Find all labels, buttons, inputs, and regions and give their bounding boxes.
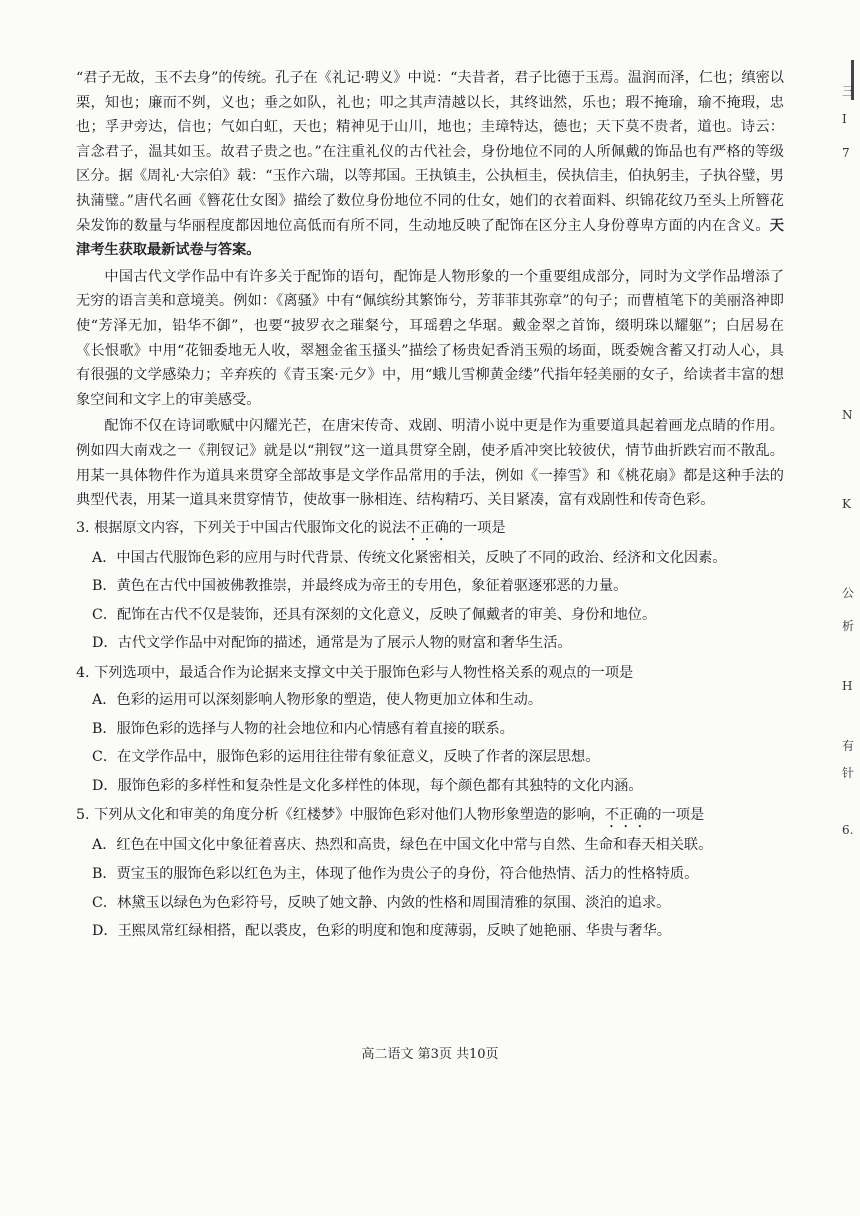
edge-fragment: K (842, 497, 851, 511)
passage-paragraph-2: 中国古代文学作品中有许多关于配饰的语句，配饰是人物形象的一个重要组成部分，同时为文学作品增添了无穷的语言美和意境美。例如：《离骚》中有“佩缤纷其繁饰兮，芳菲菲其弥章”的句子；而曹植笔下的美丽洛神即使“芳泽无加，铅华不御”，也要“披罗衣之璀粲兮，耳瑶碧之华琚。戴金翠之首饰，缀明珠以耀躯”；白居易在《长恨歌》中用“花钿委地无人收，翠翘金雀玉搔头”描绘了杨贵妃香消玉殒的场面，既委婉含蓄又打动人心，具有很强的文学感染力；辛弃疾的《青玉案·元夕》中，用“蛾儿雪柳黄金缕”代指年轻美丽的女子，给读者丰富的想象空间和文字上的审美感受。 (76, 268, 784, 408)
stem-text: 下列选项中，最适合作为论据来支撑文中关于服饰色彩与人物性格关系的观点的一项是 (94, 665, 634, 682)
edge-fragment: Ⅰ (842, 112, 847, 126)
option-a: A．红色在中国文化中象征着喜庆、热烈和高贵，绿色在中国文化中常与自然、生命和春天相关联。 (92, 837, 713, 854)
stem-emphasis: 不正确 (406, 519, 449, 536)
passage-paragraph-3: 配饰不仅在诗词歌赋中闪耀光芒，在唐宋传奇、戏剧、明清小说中更是作为重要道具起着画龙点睛的作用。例如四大南戏之一《荆钗记》就是以“荆钗”这一道具贯穿全剧，使矛盾冲突比较彼伏，情节曲折跌宕而不散乱。用某一具体物件作为道具来贯穿全部故事是文学作品常用的手法，例如《一捧雪》和《桃花扇》都是这种手法的典型代表，用某一道具来贯穿情节，使故事一脉相连、结构精巧、关目紧凑，富有戏剧性和传奇色彩。 (76, 418, 784, 509)
option-c: C．配饰在古代不仅是装饰，还具有深刻的文化意义，反映了佩戴者的审美、身份和地位。 (92, 606, 657, 623)
option-d: D．服饰色彩的多样性和复杂性是文化多样性的体现，每个颜色都有其独特的文化内涵。 (92, 777, 643, 794)
question-number: 3. (76, 519, 90, 536)
stem-emphasis: 不正确 (604, 807, 648, 824)
edge-fragment: N (842, 408, 853, 422)
option-c: C．林黛玉以绿色为色彩符号，反映了她文静、内敛的性格和周围清雅的氛围、淡泊的追求。 (92, 894, 671, 911)
option-a: A．中国古代服饰色彩的应用与时代背景、传统文化紧密相关，反映了不同的政治、经济和文化因素。 (92, 549, 727, 566)
question-5 (76, 802, 784, 945)
edge-fragment: 6. (842, 823, 854, 837)
passage-paragraph-1 (76, 66, 784, 263)
stem-text-end: 的一项是 (647, 807, 705, 824)
question-stem (76, 660, 784, 686)
option-b: B．贾宝玉的服饰色彩以红色为主，体现了他作为贵公子的身份，符合他热情、活力的性格特质。 (92, 866, 699, 883)
option-d: D．王熙凤常红绿相搭，配以裘皮，色彩的明度和饱和度薄弱，反映了她艳丽、华贵与奢华。 (92, 923, 671, 940)
edge-fragment: 三 (842, 84, 855, 98)
question-stem (76, 802, 784, 831)
edge-fragment: 公 (842, 586, 855, 600)
question-number: 5. (76, 807, 90, 824)
option-c: C．在文学作品中，服饰色彩的运用往往带有象征意义，反映了作者的深层思想。 (92, 749, 600, 766)
question-stem (76, 515, 784, 544)
option-b: B．服饰色彩的选择与人物的社会地位和内心情感有着直接的联系。 (92, 720, 514, 737)
option-d: D．古代文学作品中对配饰的描述，通常是为了展示人物的财富和奢华生活。 (92, 635, 572, 652)
option-a: A．色彩的运用可以深刻影响人物形象的塑造，使人物更加立体和生动。 (92, 692, 543, 709)
paragraph-text: “君子无故，玉不去身”的传统。孔子在《礼记·聘义》中说：“夫昔者，君子比德于玉焉。温润而泽，仁也；缜密以栗，知也；廉而不刿，义也；垂之如队，礼也；叩之其声清越以长，其终诎然，乐也；瑕不掩瑜，瑜不掩瑕，忠也；孚尹旁达，信也；气如白虹，天也；精神见于山川，地也；圭璋特达，德也；天下莫不贵者，道也。诗云：言念君子，温其如玉。故君子贵之也。”在注重礼仪的古代社会，身份地位不同的人所佩戴的饰品也有严格的等级区分。据《周礼·大宗伯》载：“玉作六瑞，以等邦国。王执镇圭，公执桓圭，侯执信圭，伯执躬圭，子执谷璧，男执蒲璧。”唐代名画《簪花仕女图》描绘了数位身份地位不同的仕女，她们的衣着面料、织锦花纹乃至头上所簪花朵发饰的数量与华丽程度都因地位高低而有所不同，生动地反映了配饰在区分主人身份尊卑方面的内在含义。 (76, 70, 784, 234)
stem-text-end: 的一项是 (448, 519, 506, 536)
edge-fragment: 针 (842, 766, 855, 780)
question-4 (76, 660, 784, 800)
question-3 (76, 515, 784, 658)
edge-fragment: 析 (842, 619, 855, 633)
edge-fragment: H (842, 679, 853, 693)
main-content (76, 66, 784, 946)
stem-text: 根据原文内容，下列关于中国古代服饰文化的说法 (94, 519, 407, 536)
option-b: B．黄色在古代中国被佛教推崇，并最终成为帝王的专用色，象征着驱逐邪恶的力量。 (92, 578, 628, 595)
stem-text: 下列从文化和审美的角度分析《红楼梦》中服饰色彩对他们人物形象塑造的影响， (94, 807, 605, 824)
edge-fragment: 有 (842, 739, 855, 753)
page-footer: 高二语文 第3页 共10页 (361, 1047, 499, 1062)
edge-fragment: 7 (842, 146, 850, 160)
question-number: 4. (76, 665, 90, 682)
watermark-text: 天津考生获取最新试卷与答案。 (76, 217, 784, 259)
